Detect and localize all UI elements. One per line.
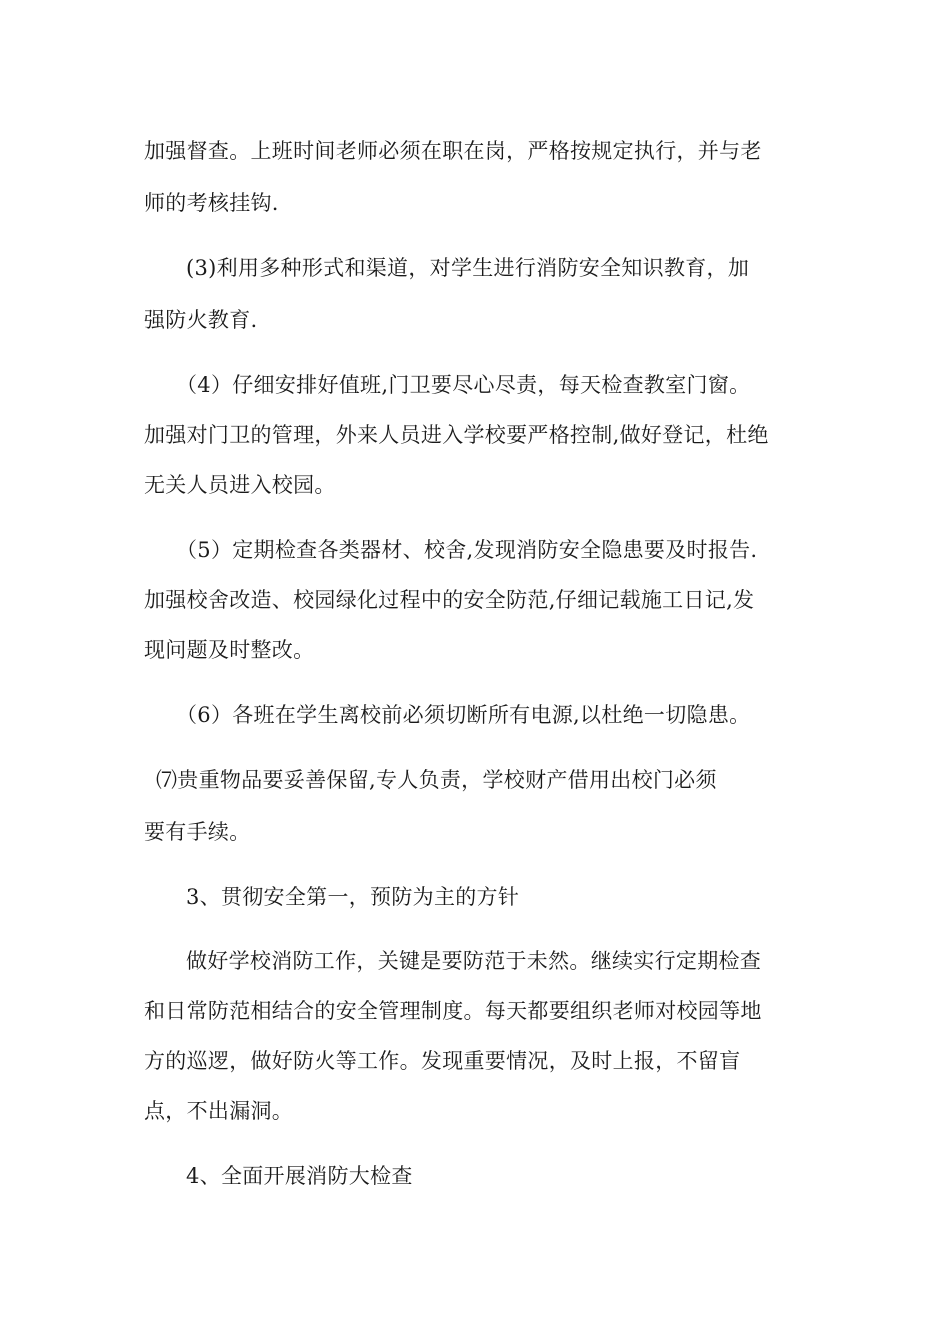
text-line: （4）仔细安排好值班,门卫要尽心尽责，每天检查教室门窗。 (176, 373, 751, 397)
text-line: (3)利用多种形式和渠道，对学生进行消防安全知识教育，加 (186, 256, 750, 280)
text-line: 现问题及时整改。 (144, 638, 315, 662)
text-line: （6）各班在学生离校前必须切断所有电源,以杜绝一切隐患。 (176, 703, 751, 727)
text-line: 加强校舍改造、校园绿化过程中的安全防范,仔细记载施工日记,发 (144, 588, 755, 612)
section-heading: 3、贯彻安全第一，预防为主的方针 (186, 885, 520, 909)
text-line: （5）定期检查各类器材、校舍,发现消防安全隐患要及时报告. (176, 538, 758, 562)
text-line: 加强对门卫的管理，外来人员进入学校要严格控制,做好登记，杜绝 (144, 423, 769, 447)
text-line: 做好学校消防工作，关键是要防范于未然。继续实行定期检查 (186, 949, 762, 973)
text-line: 要有手续。 (144, 820, 251, 844)
text-line: 加强督查。上班时间老师必须在职在岗，严格按规定执行，并与老 (144, 139, 762, 163)
text-line: 点，不出漏洞。 (144, 1099, 294, 1123)
text-line: ⑺贵重物品要妥善保留,专人负责，学校财产借用出校门必须 (156, 768, 717, 792)
text-line: 强防火教育. (144, 308, 258, 332)
text-line: 方的巡逻，做好防火等工作。发现重要情况，及时上报，不留盲 (144, 1049, 741, 1073)
text-line: 无关人员进入校园。 (144, 473, 336, 497)
text-line: 和日常防范相结合的安全管理制度。每天都要组织老师对校园等地 (144, 999, 762, 1023)
text-line: 师的考核挂钩. (144, 191, 279, 215)
section-heading: 4、全面开展消防大检查 (186, 1164, 413, 1188)
